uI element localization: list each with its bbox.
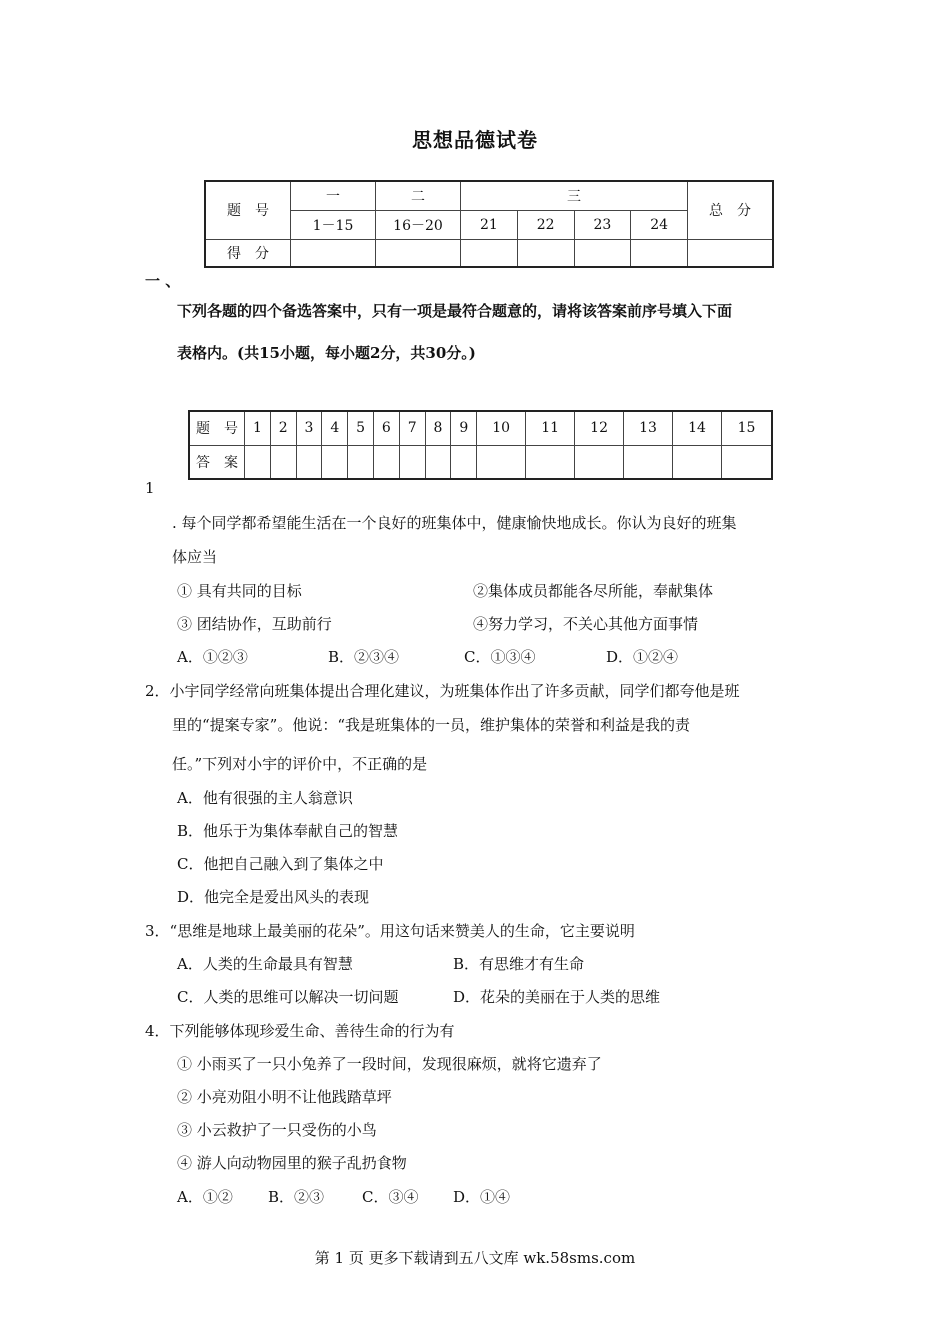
answer-cell-12 (575, 445, 624, 479)
answer-number-8: 8 (425, 411, 451, 445)
score-range-23: 23 (574, 210, 631, 239)
score-row-label: 得 分 (205, 239, 291, 267)
answer-table (188, 410, 773, 480)
answer-number-10: 10 (477, 411, 526, 445)
answer-cell-10 (477, 445, 526, 479)
section-instruction-line1: 下列各题的四个备选答案中，只有一项是最符合题意的，请将该答案前序号填入下面 (177, 302, 733, 320)
q1-choice-3: ③ 团结协作，互助前行 (177, 615, 332, 633)
score-range-22: 22 (517, 210, 574, 239)
score-col-2: 二 (376, 181, 461, 210)
score-range-24: 24 (631, 210, 688, 239)
q1-choice-4: ④努力学习，不关心其他方面事情 (473, 615, 699, 633)
q4-stem: 4．下列能够体现珍爱生命、善待生命的行为有 (145, 1022, 455, 1040)
q2-option-a: A．他有很强的主人翁意识 (177, 789, 353, 807)
score-range-2: 16－20 (376, 210, 461, 239)
answer-number-3: 3 (296, 411, 322, 445)
score-col-3: 三 (461, 181, 688, 210)
score-cell (461, 239, 518, 267)
answer-number-14: 14 (673, 411, 722, 445)
score-range-1: 1－15 (291, 210, 376, 239)
q3-stem: 3．“思维是地球上最美丽的花朵”。用这句话来赞美人的生命，它主要说明 (145, 922, 635, 940)
answer-number-6: 6 (373, 411, 399, 445)
q1-stem-line1: . 每个同学都希望能生活在一个良好的班集体中，健康愉快地成长。你认为良好的班集 (172, 514, 737, 532)
answer-cell-9 (451, 445, 477, 479)
answer-cell-5 (348, 445, 374, 479)
q2-option-d: D．他完全是爱出风头的表现 (177, 888, 370, 906)
answer-cell-3 (296, 445, 322, 479)
score-header-label: 题 号 (205, 181, 291, 239)
q2-stem-line1: 2．小宇同学经常向班集体提出合理化建议，为班集体作出了许多贡献，同学们都夸他是班 (145, 682, 740, 700)
q4-choice-3: ③ 小云救护了一只受伤的小鸟 (177, 1121, 377, 1139)
page-footer: 第 1 页 更多下载请到五八文库 wk.58sms.com (314, 1249, 636, 1267)
q1-number: 1 (145, 479, 155, 497)
q3-option-a: A．人类的生命最具有智慧 (177, 955, 353, 973)
q2-stem-line3: 任。”下列对小宇的评价中，不正确的是 (172, 755, 428, 773)
q3-option-b: B．有思维才有生命 (453, 955, 585, 973)
q3-option-d: D．花朵的美丽在于人类的思维 (453, 988, 661, 1006)
q4-choice-2: ② 小亮劝阻小明不让他践踏草坪 (177, 1088, 392, 1106)
score-table (204, 180, 774, 268)
q4-choice-1: ① 小雨买了一只小兔养了一段时间，发现很麻烦，就将它遗弃了 (177, 1055, 602, 1073)
q4-option-c: C．③④ (362, 1188, 419, 1206)
q1-stem-line2: 体应当 (172, 548, 218, 566)
q2-option-b: B．他乐于为集体奉献自己的智慧 (177, 822, 399, 840)
answer-number-15: 15 (722, 411, 772, 445)
answer-number-13: 13 (624, 411, 673, 445)
q4-option-a: A．①② (177, 1188, 233, 1206)
answer-number-1: 1 (245, 411, 271, 445)
score-cell (574, 239, 631, 267)
q1-option-a: A．①②③ (177, 648, 248, 666)
q4-option-b: B．②③ (268, 1188, 325, 1206)
answer-cell-15 (722, 445, 772, 479)
answer-number-11: 11 (526, 411, 575, 445)
page-title: 思想品德试卷 (412, 128, 538, 152)
score-cell (688, 239, 774, 267)
answer-header-label: 题 号 (189, 411, 245, 445)
q1-option-d: D．①②④ (606, 648, 679, 666)
score-range-21: 21 (461, 210, 518, 239)
answer-number-12: 12 (575, 411, 624, 445)
q1-option-b: B．②③④ (328, 648, 400, 666)
q2-stem-line2: 里的“提案专家”。他说：“我是班集体的一员，维护集体的荣誉和利益是我的责 (172, 716, 691, 734)
answer-cell-4 (322, 445, 348, 479)
q1-choice-1: ① 具有共同的目标 (177, 582, 302, 600)
score-cell (517, 239, 574, 267)
score-total-label: 总 分 (688, 181, 774, 239)
score-cell (291, 239, 376, 267)
answer-cell-11 (526, 445, 575, 479)
answer-number-5: 5 (348, 411, 374, 445)
answer-cell-13 (624, 445, 673, 479)
answer-cell-2 (270, 445, 296, 479)
score-cell (376, 239, 461, 267)
answer-cell-8 (425, 445, 451, 479)
q1-choice-2: ②集体成员都能各尽所能，奉献集体 (473, 582, 714, 600)
answer-row-label: 答 案 (189, 445, 245, 479)
q3-option-c: C．人类的思维可以解决一切问题 (177, 988, 399, 1006)
answer-number-2: 2 (270, 411, 296, 445)
q4-option-d: D．①④ (453, 1188, 511, 1206)
answer-cell-6 (373, 445, 399, 479)
answer-number-7: 7 (399, 411, 425, 445)
answer-number-9: 9 (451, 411, 477, 445)
q2-option-c: C．他把自己融入到了集体之中 (177, 855, 384, 873)
answer-cell-1 (245, 445, 271, 479)
section-number: 一 、 (145, 272, 181, 290)
section-instruction-line2: 表格内。(共15小题，每小题2分，共30分。) (177, 344, 476, 362)
answer-cell-7 (399, 445, 425, 479)
q4-choice-4: ④ 游人向动物园里的猴子乱扔食物 (177, 1154, 407, 1172)
score-col-1: 一 (291, 181, 376, 210)
answer-cell-14 (673, 445, 722, 479)
q1-option-c: C．①③④ (464, 648, 536, 666)
answer-number-4: 4 (322, 411, 348, 445)
score-cell (631, 239, 688, 267)
